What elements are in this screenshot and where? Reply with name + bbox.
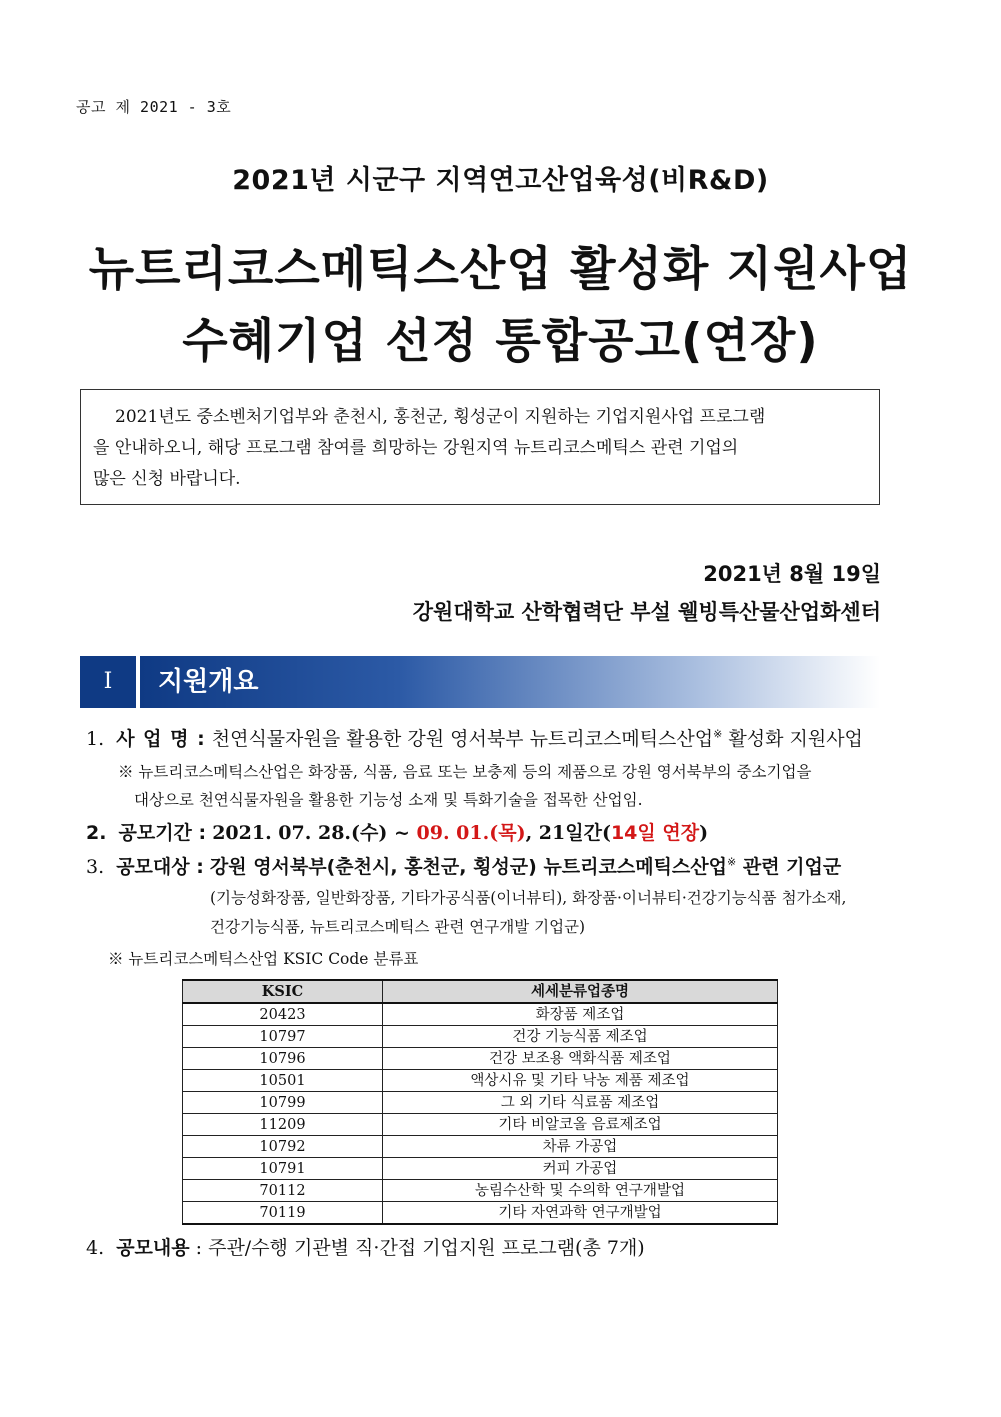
note-line: 대상으로 천연식물자원을 활용한 기능성 소재 및 특화기술을 접목한 산업임. xyxy=(134,791,643,809)
intro-box xyxy=(80,389,880,505)
target-detail: 건강기능식품, 뉴트리코스메틱스 관련 연구개발 기업군) xyxy=(210,918,586,936)
section-title: 지원개요 xyxy=(140,656,880,708)
footnote-mark: ※ xyxy=(713,727,723,741)
ksic-code: 70112 xyxy=(183,1180,383,1202)
section-number: Ⅰ xyxy=(80,656,136,708)
period-mid: , 21일간( xyxy=(525,822,611,844)
industry-name: 기타 자연과학 연구개발업 xyxy=(383,1202,778,1225)
industry-name: 차류 가공업 xyxy=(383,1136,778,1158)
industry-name: 건강 보조용 액화식품 제조업 xyxy=(383,1048,778,1070)
industry-name: 화장품 제조업 xyxy=(383,1003,778,1026)
table-row xyxy=(183,1026,778,1048)
section-header xyxy=(80,656,880,708)
period-start: 2021. 07. 28.(수) ~ xyxy=(212,822,417,844)
table-row xyxy=(183,1048,778,1070)
period-end: 09. 01.(목) xyxy=(416,822,526,844)
item-label: 공모내용 xyxy=(116,1237,190,1259)
industry-name: 건강 기능식품 제조업 xyxy=(383,1026,778,1048)
ksic-code: 70119 xyxy=(183,1202,383,1225)
ksic-code: 20423 xyxy=(183,1003,383,1026)
subtitle: 2021년 시군구 지역연고산업육성(비R&D) xyxy=(232,165,769,196)
ksic-table xyxy=(182,979,778,1225)
ksic-code: 10792 xyxy=(183,1136,383,1158)
industry-name: 농림수산학 및 수의학 연구개발업 xyxy=(383,1180,778,1202)
item-text: 천연식물자원을 활용한 강원 영서북부 뉴트리코스메틱스산업 xyxy=(211,728,714,750)
item-number: 2. xyxy=(86,822,107,844)
industry-name: 커피 가공업 xyxy=(383,1158,778,1180)
item-content xyxy=(86,1233,645,1260)
item-text-after: 관련 기업군 xyxy=(736,856,842,878)
intro-line: 2021년도 중소벤처기업부와 춘천시, 홍천군, 횡성군이 지원하는 기업지원사업 프로그램 xyxy=(115,407,766,427)
column-header: KSIC xyxy=(183,980,383,1003)
target-detail: (기능성화장품, 일반화장품, 기타가공식품(이너뷰티), 화장품·이너뷰티·건강기능식품 첨가소재, xyxy=(210,889,847,907)
item-period xyxy=(86,818,708,845)
footnote-mark: ※ xyxy=(727,855,737,869)
issuing-organization: 강원대학교 산학협력단 부설 웰빙특산물산업화센터 xyxy=(412,600,881,624)
item-text-after: 활성화 지원사업 xyxy=(722,728,863,750)
industry-name: 기타 비알코올 음료제조업 xyxy=(383,1114,778,1136)
industry-name: 액상시유 및 기타 낙농 제품 제조업 xyxy=(383,1070,778,1092)
table-caption: ※ 뉴트리코스메틱스산업 KSIC Code 분류표 xyxy=(108,950,419,968)
item-business-name xyxy=(86,724,863,751)
item-text: 강원 영서북부(춘천시, 홍천군, 횡성군) 뉴트리코스메틱스산업 xyxy=(209,856,727,878)
intro-line: 을 안내하오니, 해당 프로그램 참여를 희망하는 강원지역 뉴트리코스메틱스 관련 기업의 xyxy=(93,438,739,458)
item-number: 1. xyxy=(86,728,105,750)
table-row xyxy=(183,1136,778,1158)
item-number: 3. xyxy=(86,856,105,878)
ksic-code: 10796 xyxy=(183,1048,383,1070)
period-extension: 14일 연장 xyxy=(610,822,700,844)
ksic-code: 11209 xyxy=(183,1114,383,1136)
note-line: ※ 뉴트리코스메틱스산업은 화장품, 식품, 음료 또는 보충제 등의 제품으로 강원 영서북부의 중소기업을 xyxy=(118,763,812,781)
item-number: 4. xyxy=(86,1237,105,1259)
table-row xyxy=(183,1092,778,1114)
item-label: 사 업 명 : xyxy=(116,728,206,750)
column-header: 세세분류업종명 xyxy=(383,980,778,1003)
industry-name: 그 외 기타 식료품 제조업 xyxy=(383,1092,778,1114)
table-row xyxy=(183,1003,778,1026)
item-text: : 주관/수행 기관별 직·간접 기업지원 프로그램(총 7개) xyxy=(189,1237,645,1259)
period-close: ) xyxy=(699,822,709,844)
item-target xyxy=(86,852,841,879)
ksic-code: 10791 xyxy=(183,1158,383,1180)
notice-number: 공고 제 2021 - 3호 xyxy=(76,98,232,116)
ksic-code: 10501 xyxy=(183,1070,383,1092)
ksic-code: 10799 xyxy=(183,1092,383,1114)
intro-line: 많은 신청 바랍니다. xyxy=(93,469,241,489)
ksic-code: 10797 xyxy=(183,1026,383,1048)
main-title-line1: 뉴트리코스메틱스산업 활성화 지원사업 xyxy=(88,242,913,297)
table-row xyxy=(183,1158,778,1180)
notice-date: 2021년 8월 19일 xyxy=(703,562,881,586)
item-label: 공모기간 : xyxy=(118,822,207,844)
table-row xyxy=(183,1070,778,1092)
item-label: 공모대상 : xyxy=(116,856,204,878)
main-title-line2: 수혜기업 선정 통합공고(연장) xyxy=(182,314,819,369)
table-row xyxy=(183,1202,778,1225)
table-row xyxy=(183,1180,778,1202)
table-header-row xyxy=(183,980,778,1003)
table-row xyxy=(183,1114,778,1136)
